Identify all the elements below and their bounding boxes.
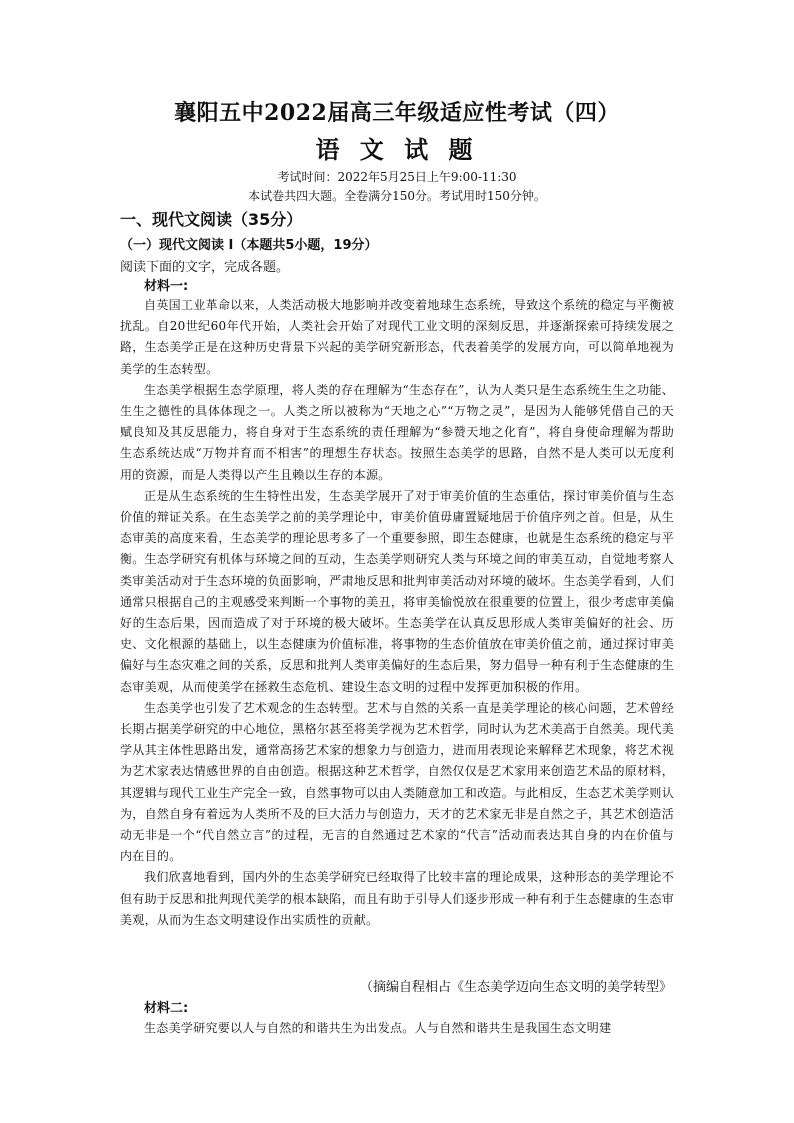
- exam-time: 考试时间：2022年5月25日上午9:00-11:30: [277, 170, 517, 184]
- paragraph: 生态美学研究要以人与自然的和谐共生为出发点。人与自然和谐共生是我国生态文明建: [144, 1021, 612, 1035]
- material-two-label: 材料二:: [144, 1001, 189, 1016]
- section-heading: 一、现代文阅读（35分）: [120, 210, 303, 229]
- paragraph: 我们欣喜地看到，国内外的生态美学研究已经取得了比较丰富的理论成果，这种形态的美学理论不但有助于反思和批判现代美学的根本缺陷，而且有助于引导人们逐步形成一种有利于生态健康的生态审美观，从而为生态文明建设作出实质性的贡献。: [120, 870, 674, 927]
- material-one-label: 材料一:: [144, 279, 189, 294]
- material-two-text: [120, 1018, 674, 1039]
- paragraph: 生态美学也引发了艺术观念的生态转型。艺术与自然的关系一直是美学理论的核心问题，艺术曾经长期占据美学研究的中心地位，黑格尔甚至将美学视为艺术哲学，同时认为艺术美高于自然美。现代美学从其主体性思路出发，通常高扬艺术家的想象力与创造力，进而用表现论来解释艺术现象，将艺术视为艺术家表达情感世界的自由创造。根据这种艺术哲学，自然仅仅是艺术家用来创造艺术品的原材料，其逻辑与现代工业生产完全一致，自然事物可以由人类随意加工和改造。与此相反，生态艺术美学则认为，自然自身有着远为人类所不及的巨大活力与创造力，天才的艺术家无非是自然之子，其艺术创造活动无非是一个“代自然立言”的过程，无言的自然通过艺术家的“代言”活动而表达其自身的内在价值与内在目的。: [120, 700, 674, 864]
- exam-info: 本试卷共四大题。全卷满分150分。考试用时150分钟。: [248, 189, 546, 203]
- paragraph: 生态美学根据生态学原理，将人类的存在理解为“生态存在”，认为人类只是生态系统生生之功能、生生之德性的具体体现之一。人类之所以被称为“天地之心”“万物之灵”，是因为人能够凭借自己的天赋良知及其反思能力，将自身对于生态系统的责任理解为“参赞天地之化育”，将自身使命理解为帮助生态系统达成“万物并育而不相害”的理想生存状态。按照生态美学的思路，自然不是人类可以无度利用的资源，而是人类得以产生且赖以生存的本源。: [120, 382, 674, 482]
- material-one-source: （摘编自程相占《生态美学迈向生态文明的美学转型》: [359, 980, 672, 995]
- paragraph: 正是从生态系统的生生特性出发，生态美学展开了对于审美价值的生态重估，探讨审美价值与生态价值的辩证关系。在生态美学之前的美学理论中，审美价值毋庸置疑地居于价值序列之首。但是，从生态审美的高度来看，生态美学的理论思考多了一个重要参照，即生态健康，也就是生态系统的稳定与平衡。生态学研究有机体与环境之间的互动，生态美学则研究人类与环境之间的审美互动，自觉地考察人类审美活动对于生态环境的负面影响，严肃地反思和批判审美活动对环境的破坏。生态美学看到，人们通常只根据自己的主观感受来判断一个事物的美丑，将审美愉悦放在很重要的位置上，很少考虑审美偏好的生态后果，因而造成了对于环境的极大破坏。生态美学在认真反思形成人类审美偏好的社会、历史、文化根源的基础上，以生态健康为价值标准，将事物的生态价值放在审美价值之前，通过探讨审美偏好与生态灾难之间的关系，反思和批判人类审美偏好的生态后果，努力倡导一种有利于生态健康的生态审美观，从而使美学在拯救生态危机、建设生态文明的过程中发挥更加积极的作用。: [120, 488, 674, 694]
- paragraph: 自英国工业革命以来，人类活动极大地影响并改变着地球生态系统，导致这个系统的稳定与平衡被扰乱。自20世纪60年代开始，人类社会开始了对现代工业文明的深刻反思，并逐渐探索可持续发展之路，生态美学正是在这种历史背景下兴起的美学研究新形态，代表着美学的发展方向，可以简单地视为美学的生态转型。: [120, 298, 674, 376]
- material-one-text: [120, 295, 674, 931]
- reading-instruction: 阅读下面的文字，完成各题。: [120, 260, 290, 275]
- subsection-heading: （一）现代文阅读 I（本题共5小题，19分）: [120, 238, 378, 253]
- exam-subject: 语 文 试 题: [315, 135, 479, 164]
- exam-title: 襄阳五中2022届高三年级适应性考试（四）: [174, 100, 620, 126]
